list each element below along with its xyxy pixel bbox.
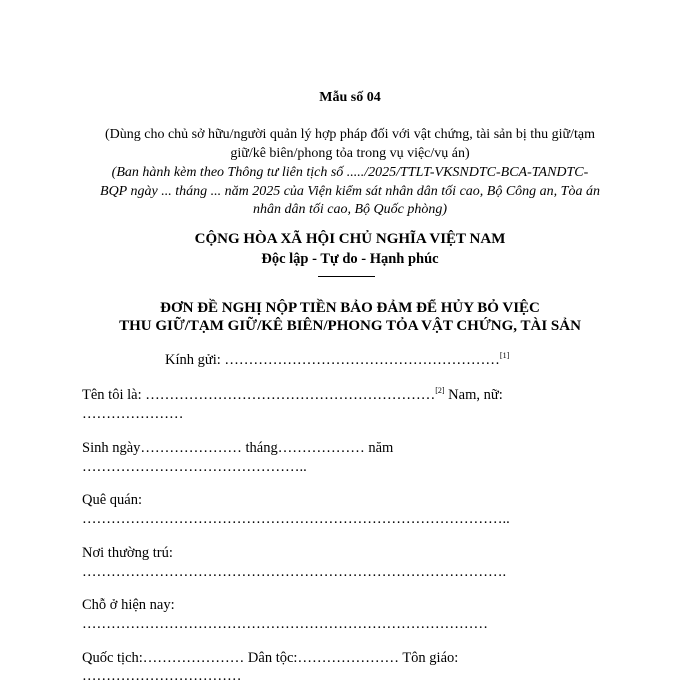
current-residence-label: Chỗ ở hiện nay:	[82, 597, 175, 613]
document-title-line-2: THU GIỮ/TẠM GIỮ/KÊ BIÊN/PHONG TỎA VẬT CHỨNG, TÀI SẢN	[119, 318, 581, 334]
footnote-ref-1: [1]	[499, 351, 510, 360]
hometown-label: Quê quán:	[82, 492, 142, 508]
birth-date-field: Sinh ngày………………… tháng……………… năm	[82, 440, 394, 456]
footnote-ref-2: [2]	[435, 386, 445, 395]
gender-label: Nam, nữ:	[444, 387, 503, 403]
usage-note-line-1: (Dùng cho chủ sở hữu/người quản lý hợp pháp đối với vật chứng, tài sản bị thu giữ/tạm	[104, 127, 595, 142]
form-number: Mẫu số 04	[319, 90, 381, 105]
nationality-continuation: ……………………………	[82, 668, 242, 684]
document-title-line-1: ĐƠN ĐỀ NGHỊ NỘP TIỀN BẢO ĐẢM ĐỂ HỦY BỎ VIỆC	[160, 300, 540, 316]
recipient-label: Kính gửi: …………………………………………………	[165, 352, 500, 368]
country-name: CỘNG HÒA XÃ HỘI CHỦ NGHĨA VIỆT NAM	[194, 231, 506, 247]
decree-line-1: (Ban hành kèm theo Thông tư liên tịch số ...../2025/TTLT-VKSNDTC-BCA-TANDTC-	[111, 165, 589, 180]
nationality-ethnicity-religion-field: Quốc tịch:………………… Dân tộc:………………… Tôn giáo:	[82, 650, 459, 666]
permanent-residence-dots: …………………………………………………………………………….	[82, 564, 507, 580]
current-residence-dots: …………………………………………………………………………	[82, 616, 488, 632]
birth-date-continuation: ………………………………………..	[82, 459, 307, 475]
name-field	[82, 387, 503, 404]
hometown-dots: ……………………………………………………………………………..	[82, 511, 510, 527]
national-motto: Độc lập - Tự do - Hạnh phúc	[261, 251, 439, 267]
decree-line-2: BQP ngày ... tháng ... năm 2025 của Viện kiểm sát nhân dân tối cao, Bộ Công an, Tòa án	[100, 184, 600, 199]
usage-note-line-2: giữ/kê biên/phong tỏa trong vụ việc/vụ án)	[230, 146, 470, 161]
permanent-residence-label: Nơi thường trú:	[82, 545, 173, 561]
decree-line-3: nhân dân tối cao, Bộ Quốc phòng)	[252, 202, 448, 217]
motto-underline	[318, 276, 375, 277]
name-label: Tên tôi là: ……………………………………………………	[82, 387, 436, 403]
recipient-field	[165, 352, 509, 369]
name-field-continuation: …………………	[82, 406, 184, 422]
